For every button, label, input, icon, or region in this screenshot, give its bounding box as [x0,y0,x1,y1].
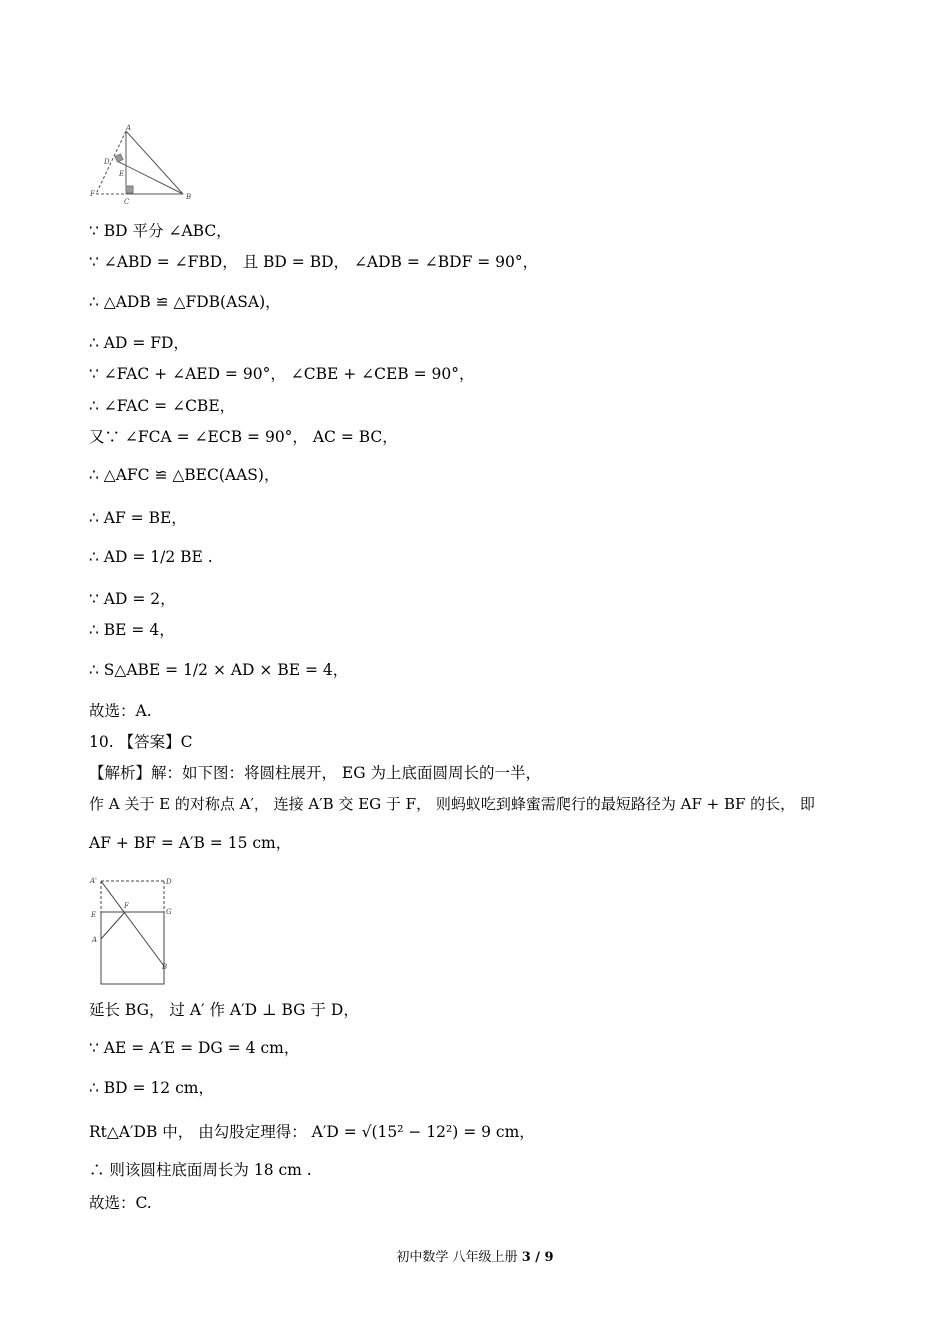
label-b: B [162,963,168,971]
right-angle-d [115,154,123,162]
label-f: F [124,902,129,910]
solution-line: ∴ △AFC ≌ △BEC(AAS)， [89,466,280,484]
label-e: E [91,911,97,919]
label-a: A [92,936,98,944]
cylinder-unrolled-figure [86,872,186,988]
label-a-prime: A' [90,877,97,885]
solution-line: ∵ AE = A′E = DG = 4 cm， [89,1039,300,1057]
solution-line: ∵ ∠FAC + ∠AED = 90°， ∠CBE + ∠CEB = 90°， [89,365,475,383]
label-g: G [166,908,172,916]
right-angle-c [126,186,133,193]
solution-line: ∴ S△ABE = 1/2 × AD × BE = 4， [89,661,349,679]
solution-line: ∴ AD = FD， [89,334,189,352]
solution-line: ∴ AD = 1/2 BE . [89,548,213,566]
footer-text: 初中数学 八年级上册 [396,1250,518,1265]
label-f: F [90,190,95,198]
segment-af [96,131,126,194]
page-footer [0,1246,950,1265]
solution-line: 故选：C. [89,1194,152,1212]
label-d: D [166,878,172,886]
solution-line: 故选：A. [89,702,152,720]
solution-line: AF + BF = A′B = 15 cm， [89,834,292,852]
solution-line: ∴ AF = BE， [89,509,187,527]
solution-line: 作 A 关于 E 的对称点 A′， 连接 A′B 交 EG 于 F， 则蚂蚁吃到蜂蜜需爬行的最短路径为 AF + BF 的长， 即 [89,795,815,813]
solution-line: 延长 BG， 过 A′ 作 A′D ⊥ BG 于 D， [89,1001,359,1019]
label-c: C [124,198,130,206]
segment-a-prime-b [101,881,164,966]
solution-line: ∴ 则该圆柱底面周长为 18 cm . [89,1161,312,1179]
label-b: B [186,193,192,201]
solution-line: ∴ ∠FAC = ∠CBE， [89,397,236,415]
question-number: 10. 【答案】C [89,733,193,751]
solution-line: ∴ BE = 4， [89,621,175,639]
solution-line: ∵ ∠ABD = ∠FBD， 且 BD = BD， ∠ADB = ∠BDF = 90°， [89,253,539,271]
segment-a-f [101,912,125,939]
solution-line: ∵ BD 平分 ∠ABC， [89,222,232,240]
solution-line: 【解析】解：如下图：将圆柱展开， EG 为上底面圆周长的一半， [89,764,542,782]
solution-line: ∵ AD = 2， [89,590,176,608]
label-d: D [104,158,110,166]
solution-line: ∴ △ADB ≌ △FDB(ASA)， [89,293,281,311]
solution-line: ∴ BD = 12 cm， [89,1079,214,1097]
page-number: 3 / 9 [521,1250,554,1265]
segment-ab [126,131,183,194]
triangle-figure [86,122,196,207]
label-a: A [126,124,132,132]
solution-line: Rt△A′DB 中， 由勾股定理得： A′D = √(15² − 12²) = 9 cm， [89,1123,535,1141]
solution-line: 又∵ ∠FCA = ∠ECB = 90°， AC = BC， [89,428,398,446]
label-e: E [119,170,125,178]
